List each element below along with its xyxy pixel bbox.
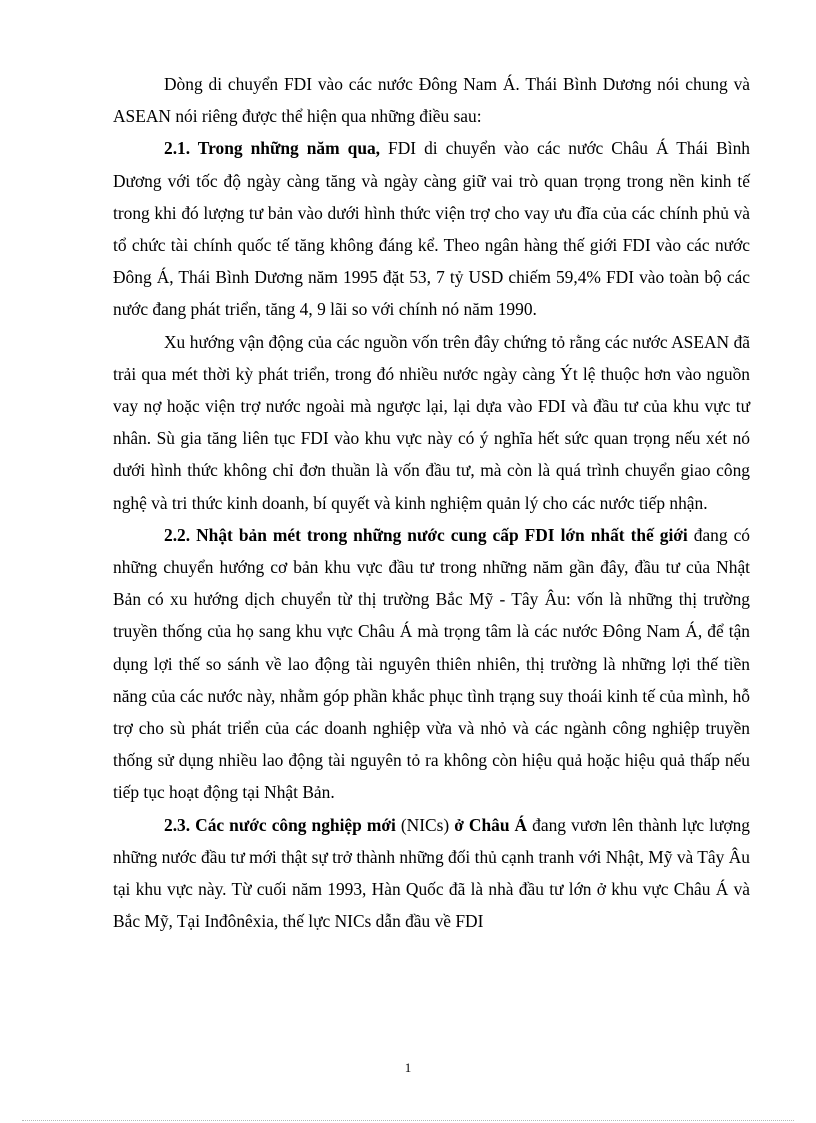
section-2-2-paragraph <box>113 519 750 809</box>
section-2-3-abbrev: (NICs) <box>395 814 455 835</box>
section-2-3-heading-location: ở Châu Á <box>454 814 528 835</box>
section-2-2-text: đang có những chuyển hướng cơ bản khu vực đầu tư trong những năm gần đây, đầu tư của Nhật Bản có xu hướng dịch chuyển từ thị trường Bắc Mỹ - Tây Âu: vốn là những thị trường truyền thống của họ sang khu vực Châu Á mà trọng tâm là các nước Đông Nam Á, để tận dụng lợi thế so sánh về lao động tài nguyên thiên nhiên, thị trường là những lợi thế tiền năng của các nước này, nhằm góp phần khắc phục tình trạng suy thoái kinh tế của mình, hỗ trợ cho sù phát triển của các doanh nghiệp vừa và nhỏ và các ngành công nghiệp truyền thống sử dụng nhiều lao động tài nguyên tỏ ra không còn hiệu quả hoặc hiệu quả thấp nếu tiếp tục hoạt động tại Nhật Bản. <box>113 524 750 803</box>
section-2-3-paragraph <box>113 809 750 938</box>
page-bottom-divider <box>22 1120 794 1121</box>
trends-paragraph: Xu hướng vận động của các nguồn vốn trên đây chứng tỏ rằng các nước ASEAN đã trải qua mét thời kỳ phát triển, trong đó nhiều nước ngày càng Ýt lệ thuộc hơn vào nguồn vay nợ hoặc viện trợ nước ngoài mà ngược lại, lại dựa vào FDI và đầu tư của khu vực tư nhân. Sù gia tăng liên tục FDI vào khu vực này có ý nghĩa hết sức quan trọng nếu xét nó dưới hình thức không chỉ đơn thuần là vốn đầu tư, mà còn là quá trình chuyển giao công nghệ và tri thức kinh doanh, bí quyết và kinh nghiệm quản lý cho các nước tiếp nhận. <box>113 331 750 513</box>
section-2-1-text: FDI di chuyển vào các nước Châu Á Thái Bình Dương với tốc độ ngày càng tăng và ngày càng giữ vai trò quan trọng trong nền kinh tế trong khi đó lượng tư bản vào dưới hình thức viện trợ cho vay ưu đĩa của các chính phủ và tổ chức tài chính quốc tế tăng không đáng kể. Theo ngân hàng thế giới FDI vào các nước Đông Á, Thái Bình Dương năm 1995 đặt 53, 7 tỷ USD chiếm 59,4% FDI vào toàn bộ các nước đang phát triển, tăng 4, 9 lãi so với chính nó năm 1990. <box>113 138 750 320</box>
document-body <box>113 68 750 937</box>
section-2-3-heading: 2.3. Các nước công nghiệp mới <box>164 814 396 835</box>
section-2-1-heading: 2.1. Trong những năm qua, <box>164 138 381 159</box>
section-2-3-text: đang vươn lên thành lực lượng những nước đầu tư mới thật sự trở thành những đối thủ cạnh tranh với Nhật, Mỹ và Tây Âu tại khu vực này. Từ cuối năm 1993, Hàn Quốc đã là nhà đầu tư lớn ở khu vực Châu Á và Bắc Mỹ, Tại Inđônêxia, thế lực NICs dẫn đầu về FDI <box>113 814 750 932</box>
section-2-1-paragraph <box>113 132 750 325</box>
page-number: 1 <box>404 1060 412 1075</box>
intro-paragraph: Dòng di chuyển FDI vào các nước Đông Nam Á. Thái Bình Dương nói chung và ASEAN nói riêng được thể hiện qua những điều sau: <box>113 74 750 127</box>
section-2-2-heading: 2.2. Nhật bản mét trong những nước cung cấp FDI lớn nhất thế giới <box>164 524 688 545</box>
